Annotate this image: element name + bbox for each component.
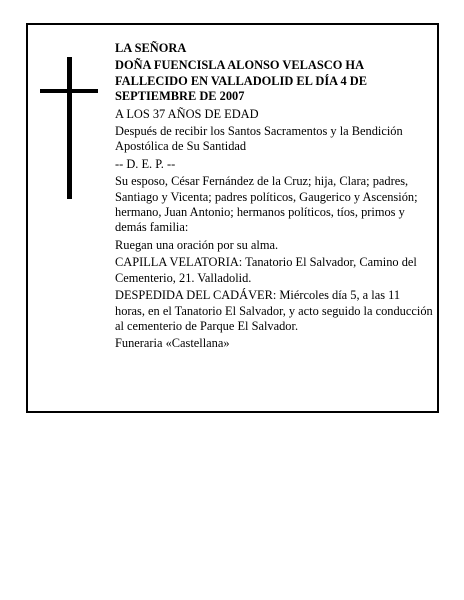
notice-text (115, 41, 433, 354)
notice-chapel: CAPILLA VELATORIA: Tanatorio El Salvador, Camino del Cementerio, 21. Valladolid. (115, 255, 417, 285)
notice-funeral-home: Funeraria «Castellana» (115, 336, 230, 351)
notice-farewell: DESPEDIDA DEL CADÁVER: Miércoles día 5, a las 11 horas, en el Tanatorio El Salvador, y acto seguido la conducción al cementerio de Parque El Salvador. (115, 288, 433, 333)
notice-rip: -- D. E. P. -- (115, 156, 176, 171)
notice-family: Su esposo, César Fernández de la Cruz; hija, Clara; padres, Santiago y Vicenta; padres políticos, Gaugerico y Ascensión; hermano, Juan Antonio; hermanos políticos, tíos, primos y demás familia: (115, 174, 418, 235)
notice-headline: DOÑA FUENCISLA ALONSO VELASCO HA FALLECIDO EN VALLADOLID EL DÍA 4 DE SEPTIEMBRE DE 2007 (115, 58, 368, 104)
notice-prayer: Ruegan una oración por su alma. (115, 237, 279, 252)
notice-title: LA SEÑORA (115, 41, 187, 55)
notice-age: A LOS 37 AÑOS DE EDAD (115, 106, 259, 121)
notice-sacraments: Después de recibir los Santos Sacramentos y la Bendición Apostólica de Su Santidad (115, 124, 403, 154)
cross-vertical-bar (67, 57, 72, 199)
obituary-notice (26, 23, 439, 413)
cross-icon (40, 57, 98, 199)
cross-horizontal-bar (40, 89, 98, 93)
